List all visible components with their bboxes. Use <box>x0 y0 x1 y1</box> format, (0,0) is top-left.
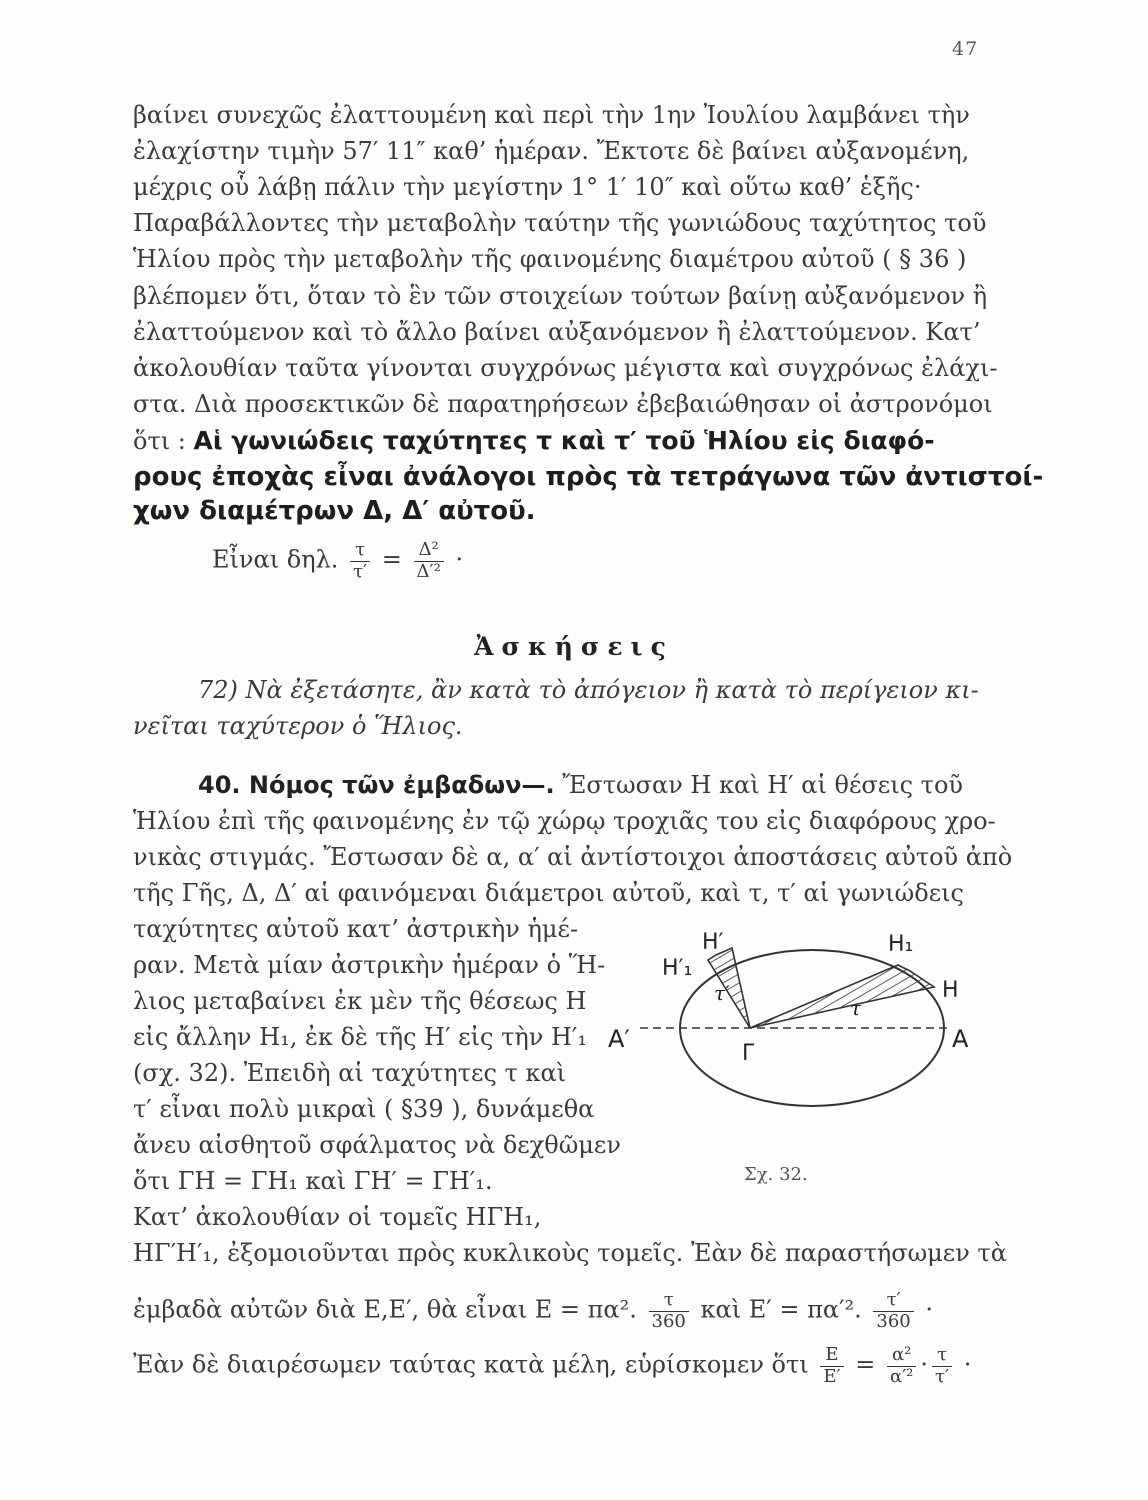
fraction-numerator: α² <box>887 1345 916 1367</box>
text-line: τῆς Γῆς, Δ, Δ′ αἱ φαινόμεναι διάμετροι αὐτοῦ, καὶ τ, τ′ αἱ γωνιώδεις <box>133 879 964 907</box>
fraction-E <box>820 1345 843 1387</box>
text-line: βλέπομεν ὅτι, ὅταν τὸ ἓν τῶν στοιχείων τούτων βαίνῃ αὐξανόμενον ἢ <box>133 282 988 310</box>
law-line <box>133 428 935 453</box>
section-40-first-line <box>198 773 963 797</box>
formula-end: · <box>455 545 464 574</box>
fraction-numerator: Ε <box>820 1345 843 1367</box>
text-line: νικὰς στιγμάς. Ἔστωσαν δὲ α, α′ αἱ ἀντίστοιχοι ἀποστάσεις αὐτοῦ ἀπὸ <box>133 843 1013 871</box>
section-text: Ἔστωσαν Η καὶ Η′ αἱ θέσεις τοῦ <box>554 771 963 799</box>
text-line: λιος μεταβαίνει ἐκ μὲν τῆς θέσεως Η <box>133 987 587 1015</box>
ratio-formula-line <box>133 1345 971 1387</box>
fraction-denominator: α′² <box>889 1365 914 1387</box>
text-line: εἰς ἄλλην Η₁, ἐκ δὲ τῆς Η′ εἰς τὴν Η′₁ <box>133 1023 587 1051</box>
figure-caption: Σχ. 32. <box>744 1164 808 1185</box>
formula-prefix: Εἶναι δηλ. <box>212 545 339 574</box>
sector-tau <box>750 965 934 1028</box>
label-tau: τ <box>850 996 862 1020</box>
law-bold-text: Αἱ γωνιώδεις ταχύτητες τ καὶ τ′ τοῦ Ἡλίου εἰς διαφό- <box>193 426 935 455</box>
text-line: ὅτι ΓΗ = ΓΗ₁ καὶ ΓΗ′ = ΓΗ′₁. <box>133 1167 493 1195</box>
text-line: Παραβάλλοντες τὴν μεταβολὴν ταύτην τῆς γωνιώδους ταχύτητος τοῦ <box>133 209 987 237</box>
fraction-numerator: τ′ <box>873 1290 913 1312</box>
text-line: ἀκολουθίαν ταῦτα γίνονται συγχρόνως μέγιστα καὶ συγχρόνως ἐλάχι- <box>133 354 998 382</box>
fraction-denominator: τ′ <box>935 1365 950 1387</box>
label-H1: Η₁ <box>888 932 914 957</box>
label-H1-prime: Η′₁ <box>662 956 693 981</box>
law-lead: ὅτι : <box>133 427 194 455</box>
text-line: στα. Διὰ προσεκτικῶν δὲ παρατηρήσεων ἐβεβαιώθησαν οἱ ἀστρονόμοι <box>133 390 993 418</box>
fraction-tau <box>350 540 370 582</box>
text-line: ἄνευ αἰσθητοῦ σφάλματος νὰ δεχθῶμεν <box>133 1131 621 1159</box>
area-prefix: ἐμβαδὰ αὐτῶν διὰ Ε,Ε′, θὰ εἶναι Ε = πα². <box>133 1295 637 1324</box>
fraction-tau-ratio <box>932 1345 952 1387</box>
fraction-denominator: τ′ <box>353 560 368 582</box>
ratio-end: · <box>963 1350 972 1379</box>
label-A: Α <box>952 1025 969 1053</box>
law-line: χων διαμέτρων Δ, Δ′ αὐτοῦ. <box>133 496 536 526</box>
text-line: Κατ’ ἀκολουθίαν οἱ τομεῖς ΗΓΗ₁, <box>133 1203 542 1231</box>
equals-sign: = <box>855 1350 876 1379</box>
text-line: μέχρις οὗ λάβῃ πάλιν τὴν μεγίστην 1° 1′ 10″ καὶ οὕτω καθ’ ἑξῆς· <box>133 173 922 201</box>
text-line: Ἡλίου ἐπὶ τῆς φαινομένης ἐν τῷ χώρῳ τροχιᾶς του εἰς διαφόρους χρο- <box>133 807 996 835</box>
label-H: Η <box>942 978 959 1003</box>
law-line: ρους ἐποχὰς εἶναι ἀνάλογοι πρὸς τὰ τετράγωνα τῶν ἀντιστοί- <box>133 462 1044 492</box>
text-line: ΗΓ′Η′₁, ἐξομοιοῦνται πρὸς κυκλικοὺς τομεῖς. Ἐὰν δὲ παραστήσωμεν τὰ <box>133 1239 1007 1267</box>
exercises-heading: Ἀσκήσεις <box>474 632 674 661</box>
text-line: ταχύτητες αὐτοῦ κατ’ ἀστρικὴν ἡμέ- <box>133 915 579 943</box>
fraction-denominator: 360 <box>876 1310 911 1332</box>
fraction-denominator: 360 <box>651 1310 686 1332</box>
area-mid: καὶ Ε′ = πα′². <box>700 1295 862 1324</box>
section-title: 40. Νόμος τῶν ἐμβαδων—. <box>198 771 555 799</box>
fraction-delta <box>414 540 444 582</box>
text-line: τ′ εἶναι πολὺ μικραὶ ( §39 ), δυνάμεθα <box>133 1095 595 1123</box>
fraction-numerator: τ <box>649 1290 689 1312</box>
area-end: · <box>925 1295 934 1324</box>
text-line: ἐλαττούμενον καὶ τὸ ἄλλο βαίνει αὐξανόμενον ἢ ἐλαττούμενον. Κατ’ <box>133 318 981 346</box>
area-formula-line <box>133 1290 933 1332</box>
equals-sign: = <box>381 545 402 574</box>
text-line: (σχ. 32). Ἐπειδὴ αἱ ταχύτητες τ καὶ <box>133 1059 567 1087</box>
orbit-figure <box>600 915 1000 1135</box>
fraction-denominator: Ε′ <box>823 1365 841 1387</box>
text-line: ἐλαχίστην τιμὴν 57′ 11″ καθ’ ἡμέραν. Ἔκτοτε δὲ βαίνει αὐξανομένη, <box>133 137 970 165</box>
fraction-numerator: τ <box>932 1345 952 1367</box>
fraction-numerator: τ <box>350 540 370 562</box>
multiply-dot: · <box>920 1350 929 1379</box>
exercise-line: 72) Νὰ ἐξετάσητε, ἂν κατὰ τὸ ἀπόγειον ἢ κατὰ τὸ περίγειον κι- <box>198 676 979 704</box>
text-line: ραν. Μετὰ μίαν ἀστρικὴν ἡμέραν ὁ Ἥ- <box>133 951 606 979</box>
fraction-tau-360 <box>649 1290 689 1332</box>
fraction-alpha <box>887 1345 916 1387</box>
page-number: 47 <box>952 38 979 60</box>
fraction-numerator: Δ² <box>414 540 444 562</box>
label-Gamma: Γ <box>742 1041 755 1066</box>
text-line: Ἡλίου πρὸς τὴν μεταβολὴν τῆς φαινομένης διαμέτρου αὐτοῦ ( § 36 ) <box>133 245 967 273</box>
label-tau-prime: τ′ <box>714 981 730 1005</box>
label-H-prime: Η′ <box>702 930 724 955</box>
text-line: βαίνει συνεχῶς ἐλαττουμένη καὶ περὶ τὴν 1ην Ἰουλίου λαμβάνει τὴν <box>133 101 970 129</box>
ratio-prefix: Ἐὰν δὲ διαιρέσωμεν ταύτας κατὰ μέλη, εὑρίσκομεν ὅτι <box>133 1350 809 1379</box>
formula-ratio <box>212 540 463 582</box>
exercise-line: νεῖται ταχύτερον ὁ Ἥλιος. <box>133 712 463 740</box>
fraction-tau-prime-360 <box>873 1290 913 1332</box>
label-A-prime: Α′ <box>608 1025 630 1053</box>
fraction-denominator: Δ′² <box>416 560 441 582</box>
